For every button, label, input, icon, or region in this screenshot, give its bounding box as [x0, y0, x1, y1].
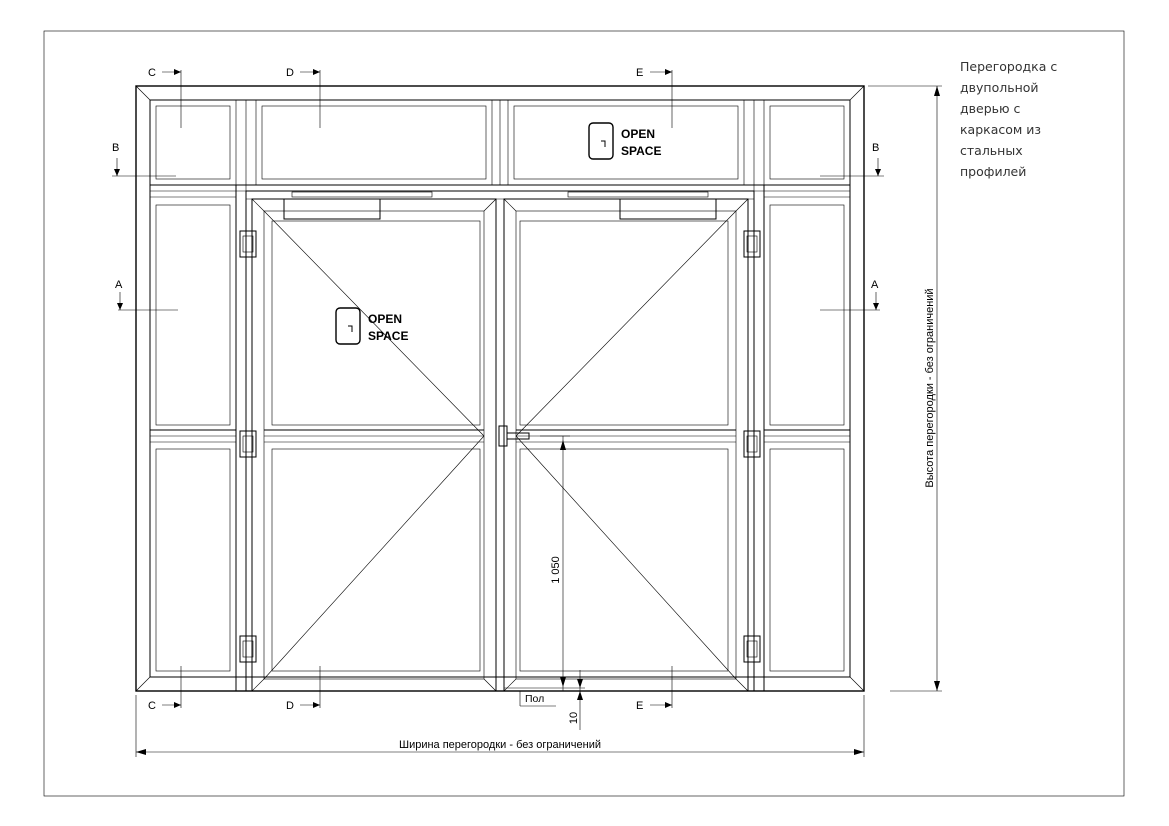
- section-mark-c-top: [148, 67, 181, 128]
- section-mark-b-right: [820, 142, 884, 176]
- svg-text:E: E: [636, 700, 644, 712]
- door-leaf-right: [504, 199, 748, 691]
- sign-text-line1: OPEN: [621, 127, 656, 141]
- door-closer-right: [620, 199, 716, 219]
- svg-text:B: B: [872, 142, 880, 154]
- side-panel-left: [150, 185, 246, 691]
- door-closer-left: [284, 199, 380, 219]
- svg-text:C: C: [148, 67, 156, 79]
- note-line: дверью с: [960, 101, 1021, 116]
- svg-text:A: A: [115, 279, 123, 291]
- door-leaf-left: [252, 199, 496, 691]
- hinges-right: [744, 231, 760, 662]
- handle-height-dimension: [540, 436, 570, 691]
- note-line: стальных: [960, 143, 1023, 158]
- sign-text-line1: OPEN: [368, 312, 403, 326]
- section-mark-a-left: [115, 279, 178, 310]
- transom-row: [150, 100, 850, 191]
- section-mark-c-bottom: [148, 666, 181, 712]
- note-line: Перегородка с: [960, 59, 1058, 74]
- signage-door: [336, 308, 408, 344]
- width-dimension: [136, 695, 864, 757]
- door-frame: [246, 191, 754, 691]
- handle-height-value: 1 050: [550, 556, 562, 584]
- note-line: двупольной: [960, 80, 1039, 95]
- svg-text:D: D: [286, 700, 294, 712]
- sign-text-line2: SPACE: [368, 329, 409, 343]
- title-note: [960, 59, 1057, 179]
- section-mark-e-top: [636, 67, 672, 128]
- svg-text:B: B: [112, 142, 120, 154]
- svg-text:D: D: [286, 67, 294, 79]
- hinges-left: [240, 231, 256, 662]
- sign-text-line2: SPACE: [621, 144, 662, 158]
- svg-text:E: E: [636, 67, 644, 79]
- width-label: Ширина перегородки - без ограничений: [398, 739, 602, 751]
- height-label: Высота перегородки - без ограничений: [924, 288, 936, 488]
- section-mark-e-bottom: [636, 666, 672, 712]
- signage-top: [589, 123, 661, 159]
- section-mark-d-bottom: [286, 666, 320, 712]
- floor-gap-value: 10: [568, 711, 580, 725]
- floor-label: Пол: [525, 693, 545, 705]
- section-mark-d-top: [286, 67, 320, 128]
- note-line: профилей: [960, 164, 1027, 179]
- svg-text:A: A: [871, 279, 879, 291]
- svg-text:C: C: [148, 700, 156, 712]
- height-dimension: [868, 86, 942, 691]
- side-panel-right: [754, 185, 850, 691]
- section-mark-b-left: [112, 142, 176, 176]
- note-line: каркасом из: [960, 122, 1042, 137]
